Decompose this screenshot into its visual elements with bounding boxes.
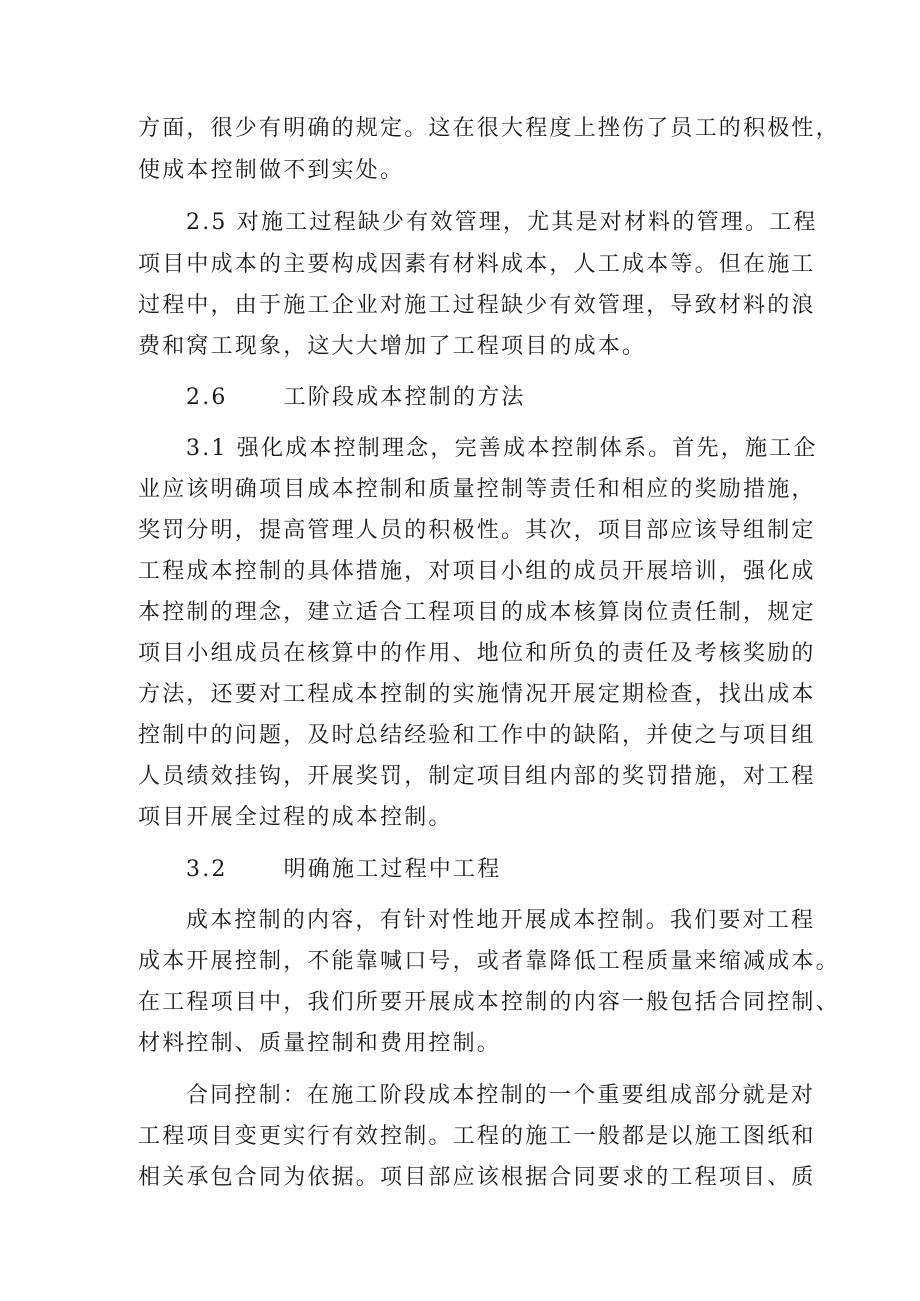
paragraph-line: 2.5 对施工过程缺少有效管理，尤其是对材料的管理。工程 [186,210,818,235]
paragraph-line: 项目中成本的主要构成因素有材料成本，人工成本等。但在施工 [138,252,816,277]
paragraph-line: 项目小组成员在核算中的作用、地位和所负的责任及考核奖励的 [138,641,816,666]
paragraph-line: 在工程项目中，我们所要开展成本控制的内容一般包括合同控制、 [138,990,840,1015]
paragraph-line: 3.1 强化成本控制理念，完善成本控制体系。首先，施工企 [186,436,818,461]
section-title: 明确施工过程中工程 [283,857,502,882]
section-heading [186,853,501,887]
paragraph-line: 相关承包合同为依据。项目部应该根据合同要求的工程项目、质 [138,1165,816,1190]
paragraph-line: 本控制的理念，建立适合工程项目的成本核算岗位责任制，规定 [138,600,816,625]
paragraph-line: 合同控制：在施工阶段成本控制的一个重要组成部分就是对 [186,1083,816,1108]
paragraph-line: 奖罚分明，提高管理人员的积极性。其次，项目部应该导组制定 [138,518,816,543]
paragraph-line: 材料控制、质量控制和费用控制。 [138,1031,502,1056]
paragraph-line: 人员绩效挂钩，开展奖罚，制定项目组内部的奖罚措施，对工程 [138,764,816,789]
paragraph-line: 业应该明确项目成本控制和质量控制等责任和相应的奖励措施， [138,477,816,502]
section-number: 2.6 [186,385,228,410]
paragraph-line: 工程成本控制的具体措施，对项目小组的成员开展培训，强化成 [138,559,816,584]
paragraph-line: 过程中，由于施工企业对施工过程缺少有效管理，导致材料的浪 [138,293,816,318]
paragraph-line: 使成本控制做不到实处。 [138,158,405,183]
paragraph-line: 成本开展控制，不能靠喊口号，或者靠降低工程质量来缩减成本。 [138,949,840,974]
paragraph-line: 项目开展全过程的成本控制。 [138,805,453,830]
paragraph-line: 成本控制的内容，有针对性地开展成本控制。我们要对工程 [186,908,816,933]
paragraph-line: 费和窝工现象，这大大增加了工程项目的成本。 [138,334,647,359]
paragraph-line: 工程项目变更实行有效控制。工程的施工一般都是以施工图纸和 [138,1124,816,1149]
paragraph-line: 方面，很少有明确的规定。这在很大程度上挫伤了员工的积极性， [138,116,840,141]
paragraph-line: 控制中的问题，及时总结经验和工作中的缺陷，并使之与项目组 [138,723,816,748]
paragraph-line: 方法，还要对工程成本控制的实施情况开展定期检查，找出成本 [138,682,816,707]
section-heading [186,381,526,415]
section-number: 3.2 [186,857,228,882]
section-title: 工阶段成本控制的方法 [283,385,526,410]
